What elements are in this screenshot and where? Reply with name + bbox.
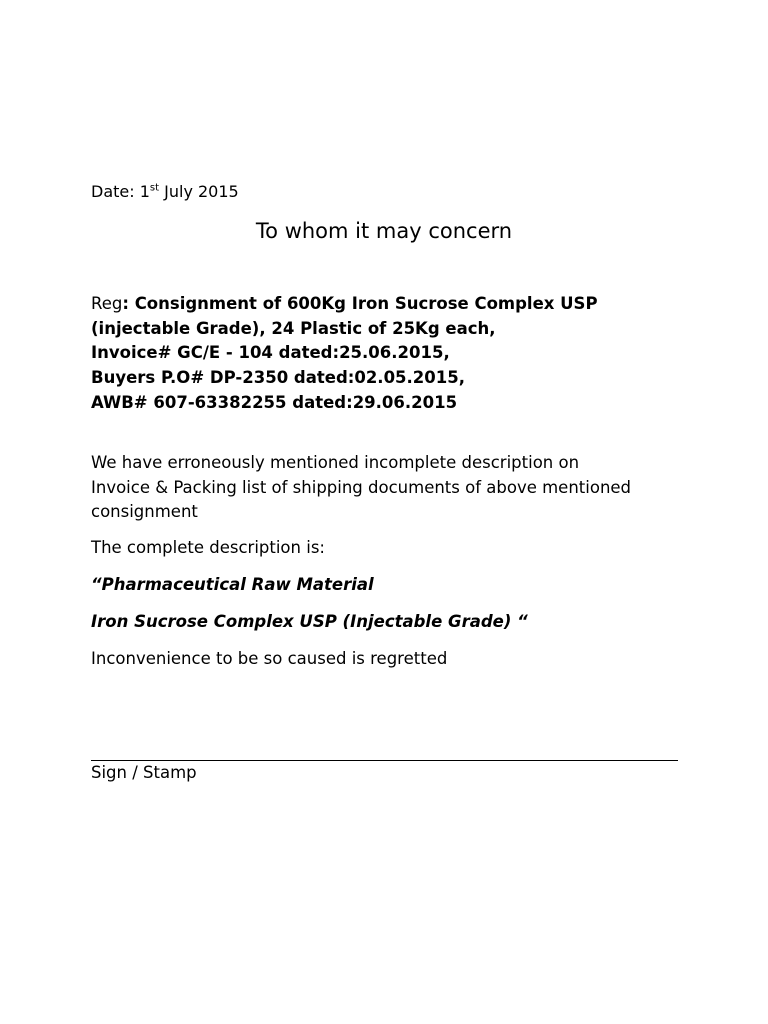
date-rest: July 2015 xyxy=(159,182,239,201)
body-line: We have erroneously mentioned incomplete description on xyxy=(91,453,580,472)
reference-line: AWB# 607-63382255 dated:29.06.2015 xyxy=(91,392,458,412)
description-line-2: Iron Sucrose Complex USP (Injectable Grade) “ xyxy=(91,612,528,631)
body-line: consignment xyxy=(91,502,198,521)
reference-line: Buyers P.O# DP-2350 dated:02.05.2015, xyxy=(91,368,465,388)
reference-line xyxy=(91,292,598,317)
letter-date xyxy=(91,181,239,203)
reference-line-text: : Consignment of 600Kg Iron Sucrose Complex USP xyxy=(122,294,598,313)
reference-line: Invoice# GC/E - 104 dated:25.06.2015, xyxy=(91,343,450,363)
signature-line xyxy=(91,760,678,761)
date-prefix: Date: 1 xyxy=(91,182,150,201)
reference-line: (injectable Grade), 24 Plastic of 25Kg each, xyxy=(91,318,496,338)
description-intro: The complete description is: xyxy=(91,538,325,557)
reference-block xyxy=(91,292,598,416)
date-ordinal-suffix: st xyxy=(149,182,160,194)
closing-statement: Inconvenience to be so caused is regretted xyxy=(91,649,448,668)
body-line: Invoice & Packing list of shipping documents of above mentioned xyxy=(91,477,632,497)
description-line-1: “Pharmaceutical Raw Material xyxy=(91,575,374,594)
signature-label: Sign / Stamp xyxy=(91,763,197,782)
reference-label: Reg xyxy=(91,294,123,313)
body-paragraph xyxy=(91,451,631,525)
letter-heading: To whom it may concern xyxy=(255,219,513,243)
